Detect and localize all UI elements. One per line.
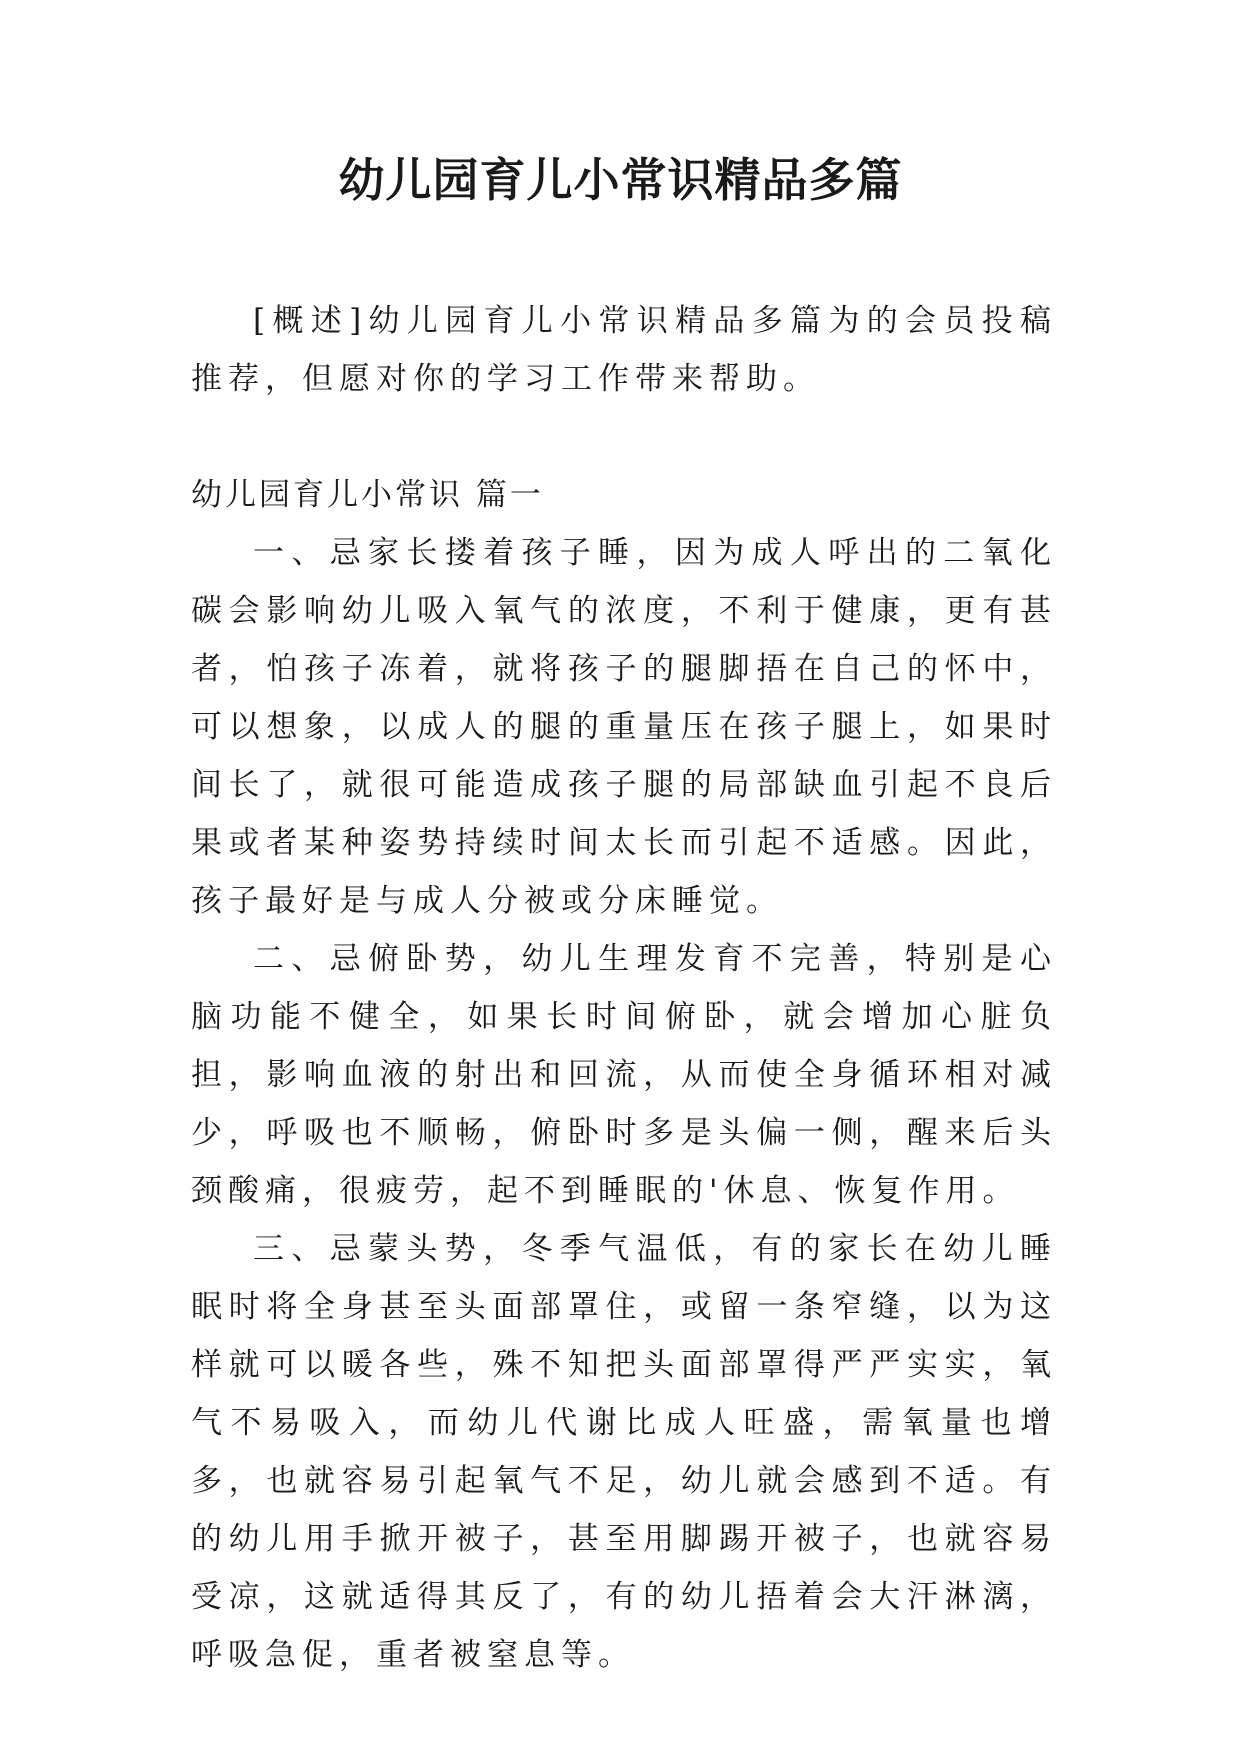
document-body xyxy=(191,292,1057,1684)
paragraph-3: 三、忌蒙头势，冬季气温低，有的家长在幼儿睡眠时将全身甚至头面部罩住，或留一条窄缝，以为这样就可以暖各些，殊不知把头面部罩得严严实实，氧气不易吸入，而幼儿代谢比成人旺盛，需氧量也增多，也就容易引起氧气不足，幼儿就会感到不适。有的幼儿用手掀开被子，甚至用脚踢开被子，也就容易受凉，这就适得其反了，有的幼儿捂着会大汗淋漓，呼吸急促，重者被窒息等。 xyxy=(191,1231,1057,1673)
paragraph-2: 二、忌俯卧势，幼儿生理发育不完善，特别是心脑功能不健全，如果长时间俯卧，就会增加心脏负担，影响血液的射出和回流，从而使全身循环相对减少，呼吸也不顺畅，俯卧时多是头偏一侧，醒来后头颈酸痛，很疲劳，起不到睡眠的'休息、恢复作用。 xyxy=(191,941,1057,1209)
paragraph-gap xyxy=(191,408,1057,466)
paragraph-1: 一、忌家长搂着孩子睡，因为成人呼出的二氧化碳会影响幼儿吸入氧气的浓度，不利于健康，更有甚者，怕孩子冻着，就将孩子的腿脚捂在自己的怀中，可以想象，以成人的腿的重量压在孩子腿上，如果时间长了，就很可能造成孩子腿的局部缺血引起不良后果或者某种姿势持续时间太长而引起不适感。因此，孩子最好是与成人分被或分床睡觉。 xyxy=(191,535,1057,919)
section-heading: 幼儿园育儿小常识 篇一 xyxy=(191,477,544,513)
summary-paragraph: [概述]幼儿园育儿小常识精品多篇为的会员投稿推荐，但愿对你的学习工作带来帮助。 xyxy=(191,303,1057,397)
document-title: 幼儿园育儿小常识精品多篇 xyxy=(338,153,903,207)
